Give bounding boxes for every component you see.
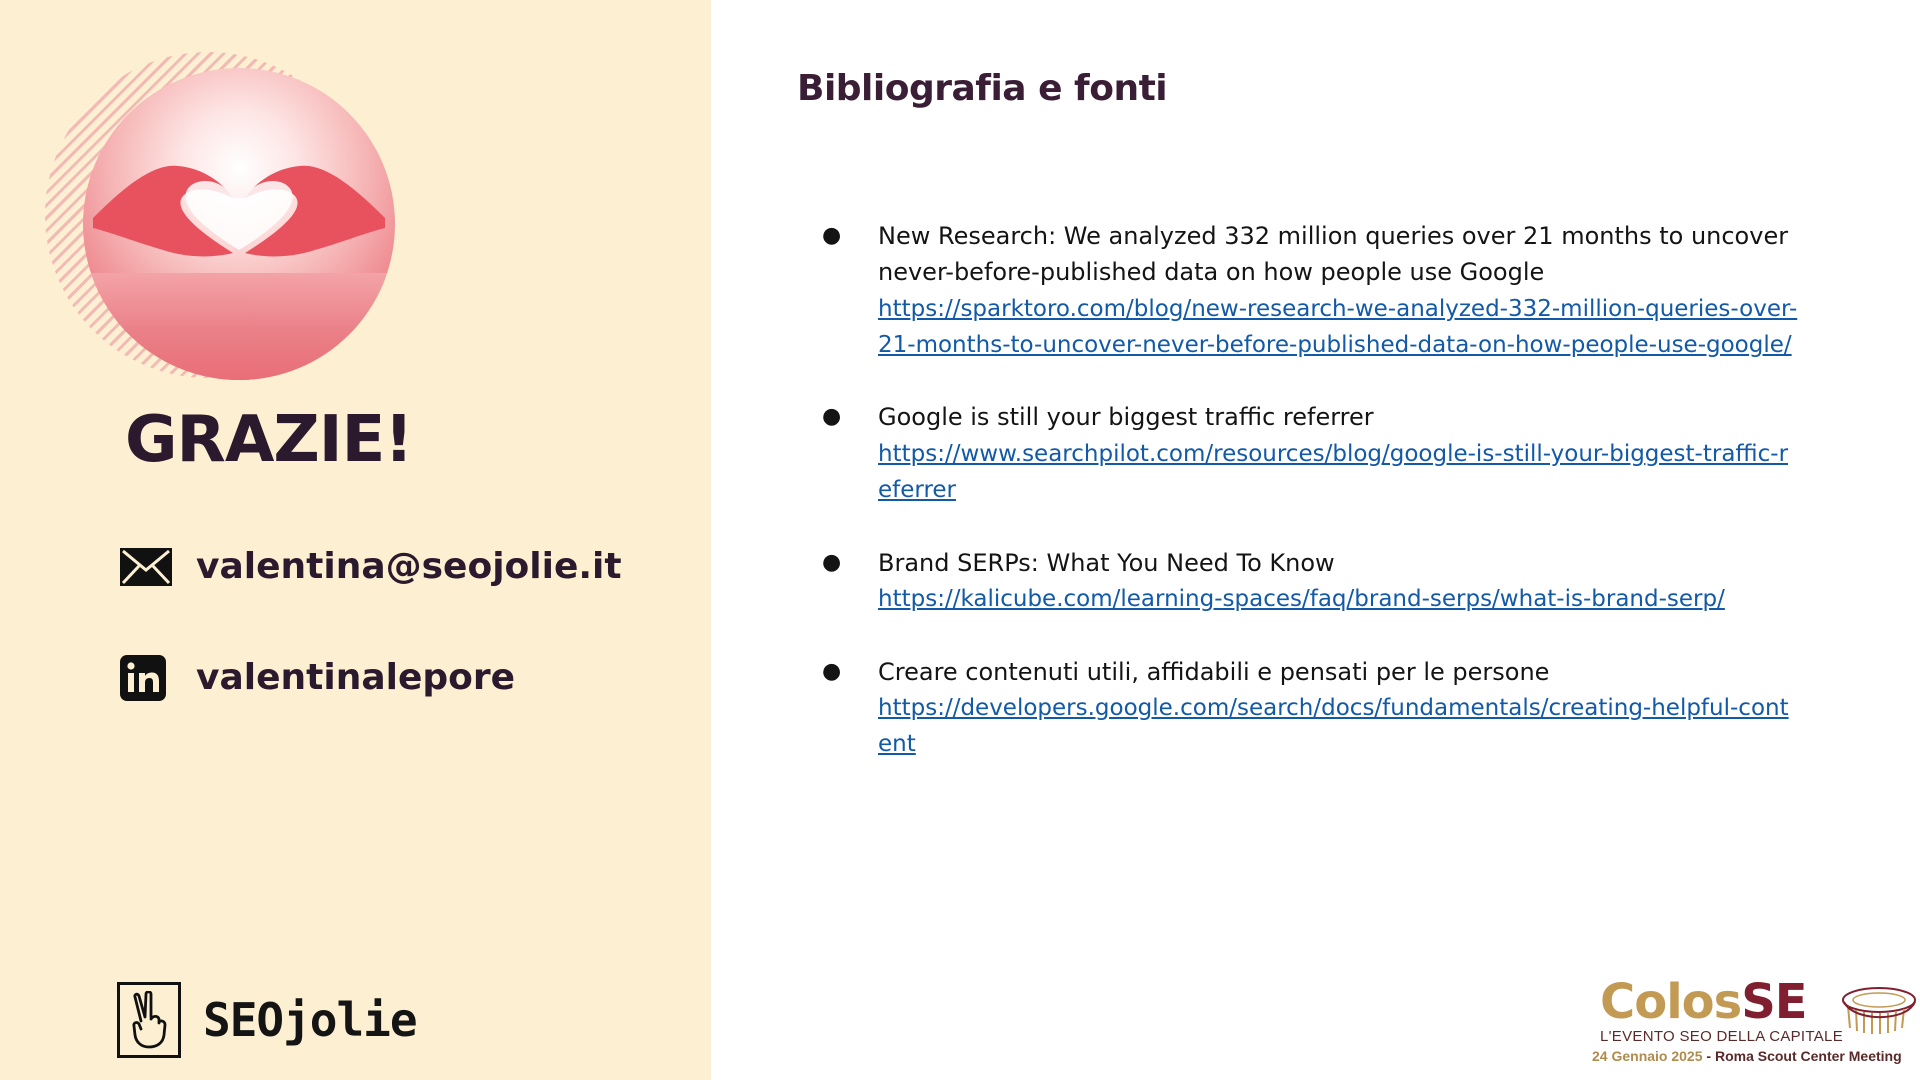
reference-link[interactable]: https://developers.google.com/search/docs/fundamentals/creating-helpful-content [878,694,1789,758]
event-tagline: L'EVENTO SEO DELLA CAPITALE [1600,1028,1844,1045]
email-contact [120,545,622,589]
reference-title: Google is still your biggest traffic referrer [878,403,1374,432]
heart-hands-photo [45,50,405,380]
page-title: Bibliografia e fonti [797,68,1168,109]
list-item [820,654,1820,763]
event-name-part1: Colos [1600,974,1742,1030]
reference-title: Creare contenuti utili, affidabili e pensati per le persone [878,657,1550,686]
heart-hands-icon [83,68,395,380]
linkedin-icon [120,656,174,700]
event-date [1592,1048,1902,1064]
linkedin-contact [120,656,515,700]
list-item [820,218,1820,363]
thanks-heading: GRAZIE! [125,403,413,477]
left-panel [0,0,711,1080]
heart-hands-image [83,68,395,380]
list-item [820,545,1820,618]
event-logo [1592,974,1920,1080]
bullet-icon: ● [822,404,842,430]
event-location: Roma Scout Center Meeting [1714,1048,1902,1064]
event-name [1600,974,1807,1030]
bullet-icon: ● [822,223,842,248]
event-date-text: 24 Gennaio 2025 [1592,1048,1703,1064]
bullet-icon: ● [822,549,842,575]
reference-link[interactable]: https://kalicube.com/learning-spaces/faq/brand-serps/what-is-brand-serp/ [878,585,1725,612]
victory-hand-icon [117,982,181,1058]
seojolie-brand [117,982,417,1058]
references-list [820,218,1820,799]
reference-title: Brand SERPs: What You Need To Know [878,548,1335,577]
event-separator: - [1702,1048,1715,1064]
reference-title: New Research: We analyzed 332 million queries over 21 months to uncover never-before-published data on how people use Google [878,222,1789,287]
bullet-icon: ● [822,658,842,684]
reference-link[interactable]: https://www.searchpilot.com/resources/blog/google-is-still-your-biggest-traffic-referrer [878,440,1789,504]
list-item [820,399,1820,508]
event-name-part2: SE [1741,974,1807,1030]
brand-name: SEOjolie [203,993,417,1047]
email-address[interactable]: valentina@seojolie.it [196,546,622,587]
colosseum-icon [1840,984,1918,1040]
reference-link[interactable]: https://sparktoro.com/blog/new-research-we-analyzed-332-million-queries-over-21-months-to-uncover-never-before-published-data-on-how-people-use-google/ [878,295,1798,358]
linkedin-handle[interactable]: valentinalepore [196,657,516,698]
envelope-icon [120,545,174,589]
